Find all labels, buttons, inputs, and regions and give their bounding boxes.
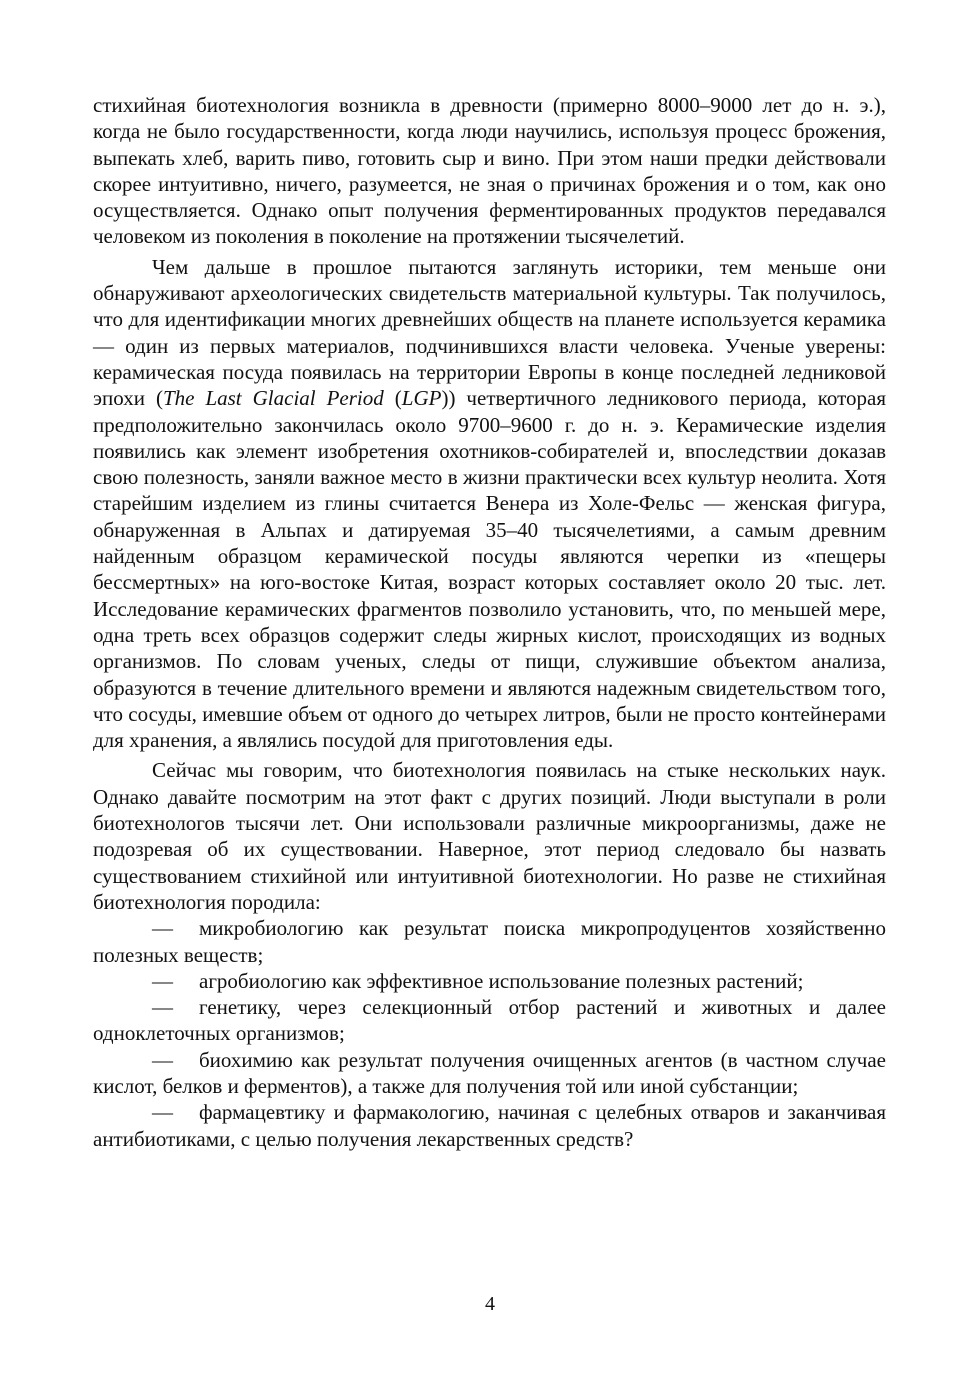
paragraph-ceramics-part-c: )) четвертичного ледникового периода, которая предположительно закончилась около 9700–9600 г. до н. э. Керамические изделия появились как элемент изобретения охотников-собирателей и, впоследствии доказав свою полезность, заняли важное место в жизни практически всех культур неолита. Хотя старейшим изделием из глины считается Венера из Холе-Фельс — женская фигура, обнаруженная в Альпах и датируемая 35–40 тысячелетиями, а самым древним найденным образцом керамической посуды являются черепки из «пещеры бессмертных» на юго-востоке Китая, возраст которых составляет около 20 тыс. лет. Исследование керамических фрагментов позволило установить, что, по меньшей мере, одна треть всех образцов содержит следы жирных кислот, происходящих из водных организмов. По словам ученых, следы от пищи, служившие объектом анализа, образуются в течение длительного времени и являются надежным свидетельством того, что сосуды, имевшие объем от одного до четырех литров, были не просто контейнерами для хранения, а являлись посудой для приготовления еды. [93, 386, 886, 753]
paragraph-ceramics [93, 254, 886, 754]
dash-marker: — [152, 916, 173, 941]
dash-marker: — [152, 995, 173, 1020]
term-last-glacial-period: The Last Glacial Period [162, 386, 384, 411]
list-item [93, 994, 886, 1047]
page-number: 4 [485, 1293, 495, 1315]
list-item [93, 1047, 886, 1100]
paragraph-ceramics-part-a: Чем дальше в прошлое пытаются заглянуть историки, тем меньше они обнаруживают археологических свидетельств материальной культуры. Так получилось, что для идентификации многих древнейших обществ на планете используется керамика — один из первых материалов, подчинившихся власти человека. Ученые уверены: керамическая посуда появилась на территории Европы в конце последней ледниковой эпохи ( [93, 254, 886, 411]
dash-marker: — [152, 1047, 173, 1072]
list-item [93, 968, 886, 994]
list-item-text: микробиологию как результат поиска микропродуцентов хозяйственно полезных веществ; [93, 916, 886, 967]
list-item-text: биохимию как результат получения очищенных агентов (в частном случае кислот, белков и ферментов), а также для получения той или иной субстанции; [93, 1047, 886, 1098]
dash-marker: — [152, 968, 173, 993]
list-item-text: фармацевтику и фармакологию, начиная с целебных отваров и заканчивая антибиотиками, с целью получения лекарственных средств? [93, 1100, 886, 1151]
paragraph-spontaneous-biotech: Сейчас мы говорим, что биотехнология появилась на стыке нескольких наук. Однако давайте посмотрим на этот факт с других позиций. Люди выступали в роли биотехнологов тысячи лет. Они использовали различные микроорганизмы, даже не подозревая об их существовании. Наверное, этот период следовало бы назвать существованием стихийной или интуитивной биотехнологии. Но разве не стихийная биотехнология породила: [93, 758, 886, 914]
list-item [93, 1099, 886, 1152]
paragraph-ancient-biotech: стихийная биотехнология возникла в древности (примерно 8000–9000 лет до н. э.), когда не было государственности, когда люди научились, используя процесс брожения, выпекать хлеб, варить пиво, готовить сыр и вино. При этом наши предки действовали скорее интуитивно, ничего, разумеется, не зная о причинах брожения и о том, как оно осуществляется. Однако опыт получения ферментированных продуктов передавался человеком из поколения в поколение на протяжении тысячелетий. [93, 93, 886, 249]
dash-marker: — [152, 1100, 173, 1125]
list-item-text: агробиологию как эффективное использование полезных растений; [199, 968, 804, 993]
paragraph-ceramics-part-b: ( [383, 386, 402, 411]
page-body [93, 92, 886, 1152]
term-lgp: LGP [401, 386, 442, 411]
list-item-text: генетику, через селекционный отбор растений и животных и далее одноклеточных организмов; [93, 995, 886, 1046]
list-item [93, 915, 886, 968]
